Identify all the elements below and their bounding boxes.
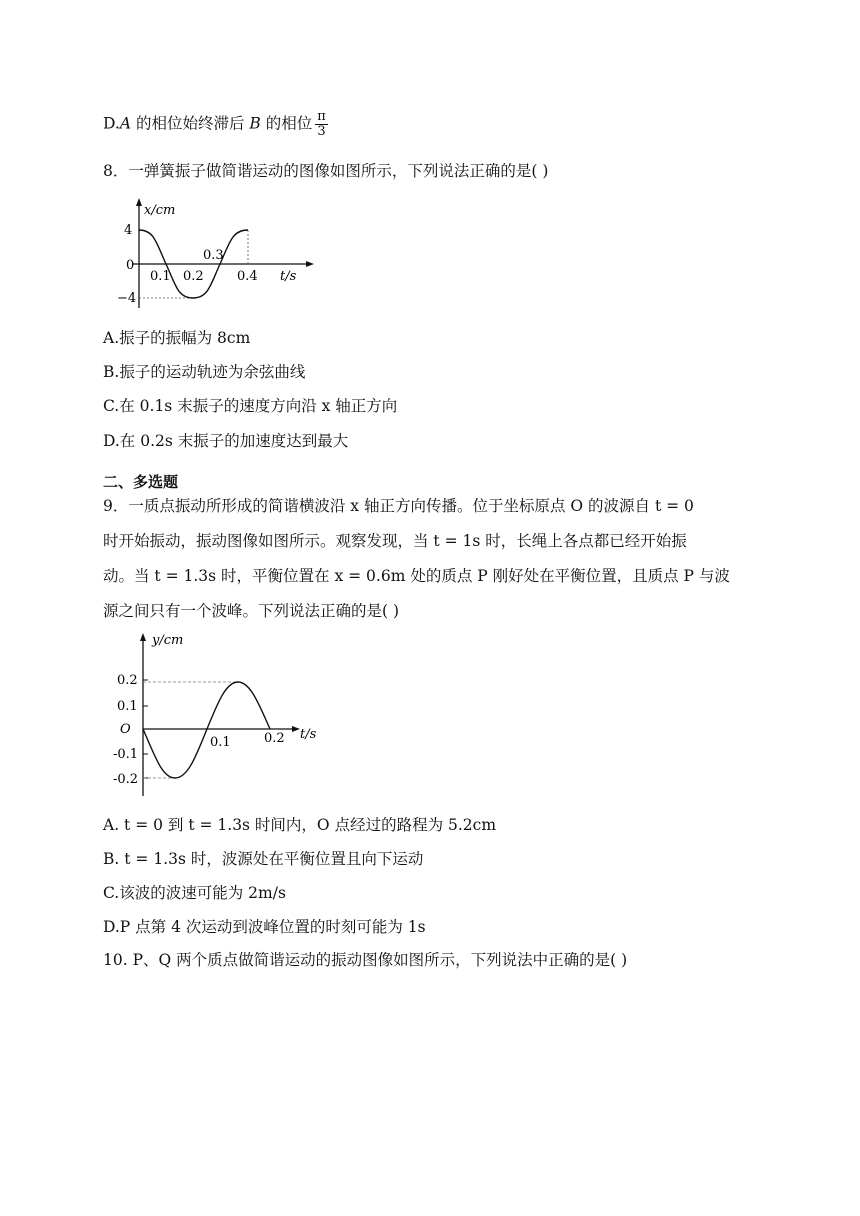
q7-option-d: D.A 的相位始终滞后 B 的相位 $\frac{\pi}{3}$	[103, 109, 326, 139]
q8-option-a: A.振子的振幅为 8cm	[103, 329, 251, 347]
q8-option-b: B.振子的运动轨迹为余弦曲线	[103, 363, 306, 381]
q9-y-tick: 0.2	[117, 673, 138, 688]
q8-x-tick: 0.2	[183, 269, 204, 284]
q9-option-c: C.该波的波速可能为 2m/s	[103, 884, 286, 902]
q9-x-tick: 0.1	[210, 735, 231, 750]
q9-x-tick: 0.2	[264, 731, 285, 746]
q9-y-axis-label: y/cm	[152, 633, 184, 648]
q8-stem: 8．一弹簧振子做简谐运动的图像如图所示，下列说法正确的是( )	[103, 162, 549, 180]
q9-stem-line: 9．一质点振动所形成的简谐横波沿 x 轴正方向传播。位于坐标原点 O 的波源自 t = 0	[103, 497, 694, 515]
q9-stem-line: 源之间只有一个波峰。下列说法正确的是( )	[103, 602, 400, 620]
q8-x-axis-label: t/s	[280, 269, 297, 284]
pi-over-3-fraction: $\frac{\pi}{3}$	[317, 109, 326, 139]
q9-option-a: A. t = 0 到 t = 1.3s 时间内，O 点经过的路程为 5.2cm	[103, 816, 497, 834]
q9-stem-line: 动。当 t = 1.3s 时，平衡位置在 x = 0.6m 处的质点 P 刚好处在平衡位置，且质点 P 与波	[103, 567, 730, 585]
q9-y-tick: -0.1	[113, 747, 139, 762]
q9-sine-curve	[143, 682, 270, 778]
q9-x-axis-label: t/s	[300, 727, 317, 742]
q9-option-b: B. t = 1.3s 时，波源处在平衡位置且向下运动	[103, 850, 424, 868]
q9-option-d: D.P 点第 4 次运动到波峰位置的时刻可能为 1s	[103, 918, 426, 936]
q8-y-tick: −4	[117, 291, 137, 306]
q8-x-tick: 0.3	[203, 248, 224, 263]
q8-option-c: C.在 0.1s 末振子的速度方向沿 x 轴正方向	[103, 397, 398, 415]
q8-y-axis-label: x/cm	[144, 203, 176, 218]
q8-option-d: D.在 0.2s 末振子的加速度达到最大	[103, 432, 349, 450]
q8-graph	[110, 196, 320, 312]
q9-y-tick: 0.1	[117, 699, 138, 714]
q8-x-tick: 0.4	[237, 269, 258, 284]
q8-y-tick: 4	[124, 223, 133, 238]
q9-origin-label: O	[120, 722, 131, 737]
q9-graph	[110, 628, 330, 800]
q8-y-tick: 0	[126, 258, 135, 273]
q9-stem-line: 时开始振动，振动图像如图所示。观察发现，当 t = 1s 时，长绳上各点都已经开始振	[103, 532, 687, 550]
q10-stem: 10. P、Q 两个质点做简谐运动的振动图像如图所示，下列说法中正确的是( )	[103, 951, 628, 969]
section-heading: 二、多选题	[103, 473, 179, 491]
q8-x-tick: 0.1	[150, 269, 171, 284]
q9-y-tick: -0.2	[113, 772, 139, 787]
